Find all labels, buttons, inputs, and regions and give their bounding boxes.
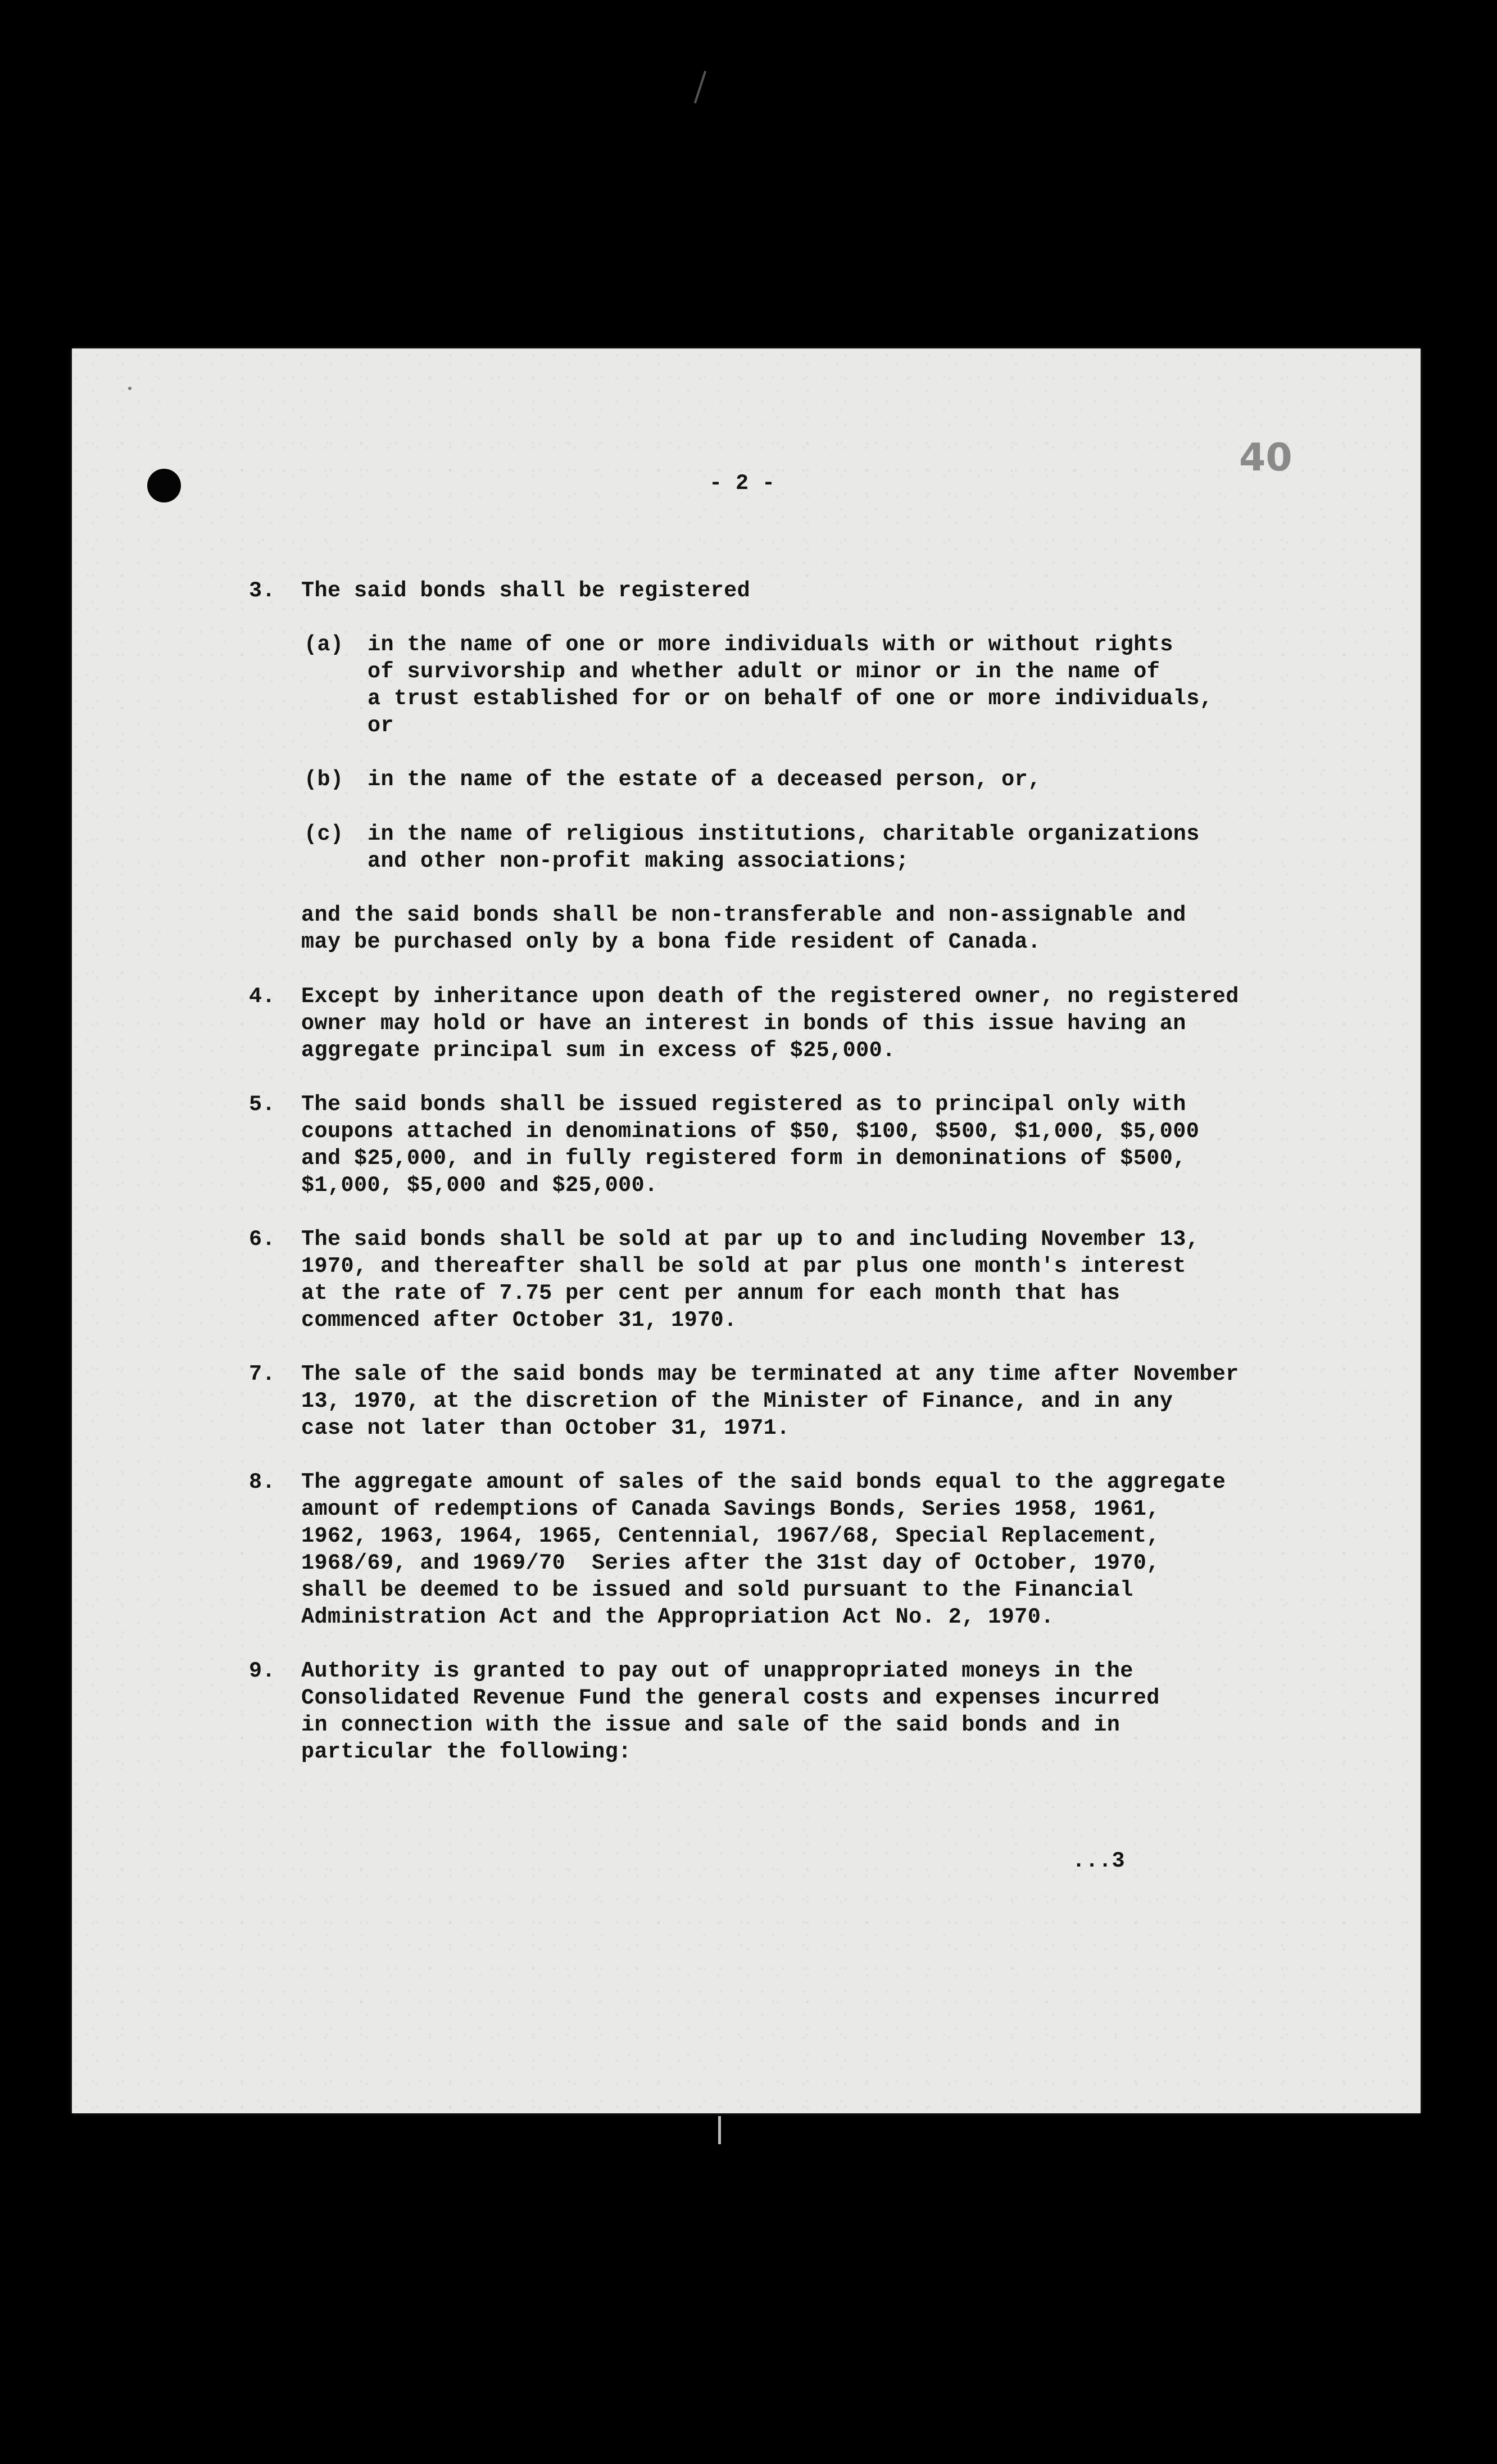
- para-4-line-2: owner may hold or have an interest in bonds of this issue having an: [301, 1011, 1186, 1036]
- para-5-line-1: The said bonds shall be issued registered as to principal only with: [301, 1092, 1186, 1117]
- para-4-line-3: aggregate principal sum in excess of $25,000.: [301, 1038, 896, 1063]
- para-6-line-3: at the rate of 7.75 per cent per annum for each month that has: [301, 1281, 1121, 1306]
- para-8-line-3: 1962, 1963, 1964, 1965, Centennial, 1967/68, Special Replacement,: [301, 1524, 1160, 1548]
- stamp-number: 40: [1239, 436, 1292, 480]
- para-7-line-1: The sale of the said bonds may be terminated at any time after November: [301, 1362, 1239, 1387]
- para-6-line-1: The said bonds shall be sold at par up to and including November 13,: [301, 1227, 1200, 1252]
- para-5-line-4: $1,000, $5,000 and $25,000.: [301, 1173, 658, 1198]
- para-7-number: 7.: [249, 1362, 276, 1387]
- para-3a-line-3: a trust established for or on behalf of one or more individuals,: [368, 686, 1213, 711]
- para-7-line-3: case not later than October 31, 1971.: [301, 1416, 790, 1441]
- para-8-line-5: shall be deemed to be issued and sold pursuant to the Financial: [301, 1578, 1133, 1602]
- para-5-line-3: and $25,000, and in fully registered form in demoninations of $500,: [301, 1146, 1186, 1171]
- para-3a-line-1: in the name of one or more individuals with or without rights: [368, 632, 1173, 657]
- para-6-number: 6.: [249, 1227, 276, 1252]
- para-3a-label: (a): [304, 632, 344, 657]
- para-3-tail-line-1: and the said bonds shall be non-transferable and non-assignable and: [301, 903, 1186, 927]
- para-9-number: 9.: [249, 1659, 276, 1683]
- para-3c-line-1: in the name of religious institutions, charitable organizations: [368, 822, 1200, 846]
- punch-hole: [147, 469, 181, 502]
- para-9-line-1: Authority is granted to pay out of unappropriated moneys in the: [301, 1659, 1133, 1683]
- para-8-line-4: 1968/69, and 1969/70 Series after the 31st day of October, 1970,: [301, 1551, 1160, 1575]
- para-5-line-2: coupons attached in denominations of $50, $100, $500, $1,000, $5,000: [301, 1119, 1200, 1144]
- continuation-marker: ...3: [1072, 1849, 1126, 1873]
- para-8-line-1: The aggregate amount of sales of the said bonds equal to the aggregate: [301, 1470, 1226, 1494]
- para-8-line-2: amount of redemptions of Canada Savings Bonds, Series 1958, 1961,: [301, 1497, 1160, 1521]
- para-3a-line-2: of survivorship and whether adult or minor or in the name of: [368, 659, 1160, 684]
- para-8-line-6: Administration Act and the Appropriation Act No. 2, 1970.: [301, 1605, 1054, 1629]
- para-3-text: The said bonds shall be registered: [301, 578, 751, 603]
- para-3c-line-2: and other non-profit making associations;: [368, 849, 909, 873]
- para-3a-line-4: or: [368, 713, 394, 738]
- para-9-line-2: Consolidated Revenue Fund the general costs and expenses incurred: [301, 1686, 1160, 1710]
- para-6-line-4: commenced after October 31, 1970.: [301, 1308, 737, 1333]
- para-3b-label: (b): [304, 767, 344, 792]
- para-4-line-1: Except by inheritance upon death of the registered owner, no registered: [301, 984, 1239, 1009]
- para-3b-text: in the name of the estate of a deceased person, or,: [368, 767, 1041, 792]
- para-4-number: 4.: [249, 984, 276, 1009]
- page-number: - 2 -: [709, 471, 775, 496]
- para-3-tail-line-2: may be purchased only by a bona fide resident of Canada.: [301, 930, 1041, 954]
- para-3c-label: (c): [304, 822, 344, 846]
- para-9-line-4: particular the following:: [301, 1740, 632, 1764]
- scan-speck: [128, 387, 131, 390]
- scan-mark: [694, 71, 706, 103]
- para-9-line-3: in connection with the issue and sale of the said bonds and in: [301, 1713, 1121, 1737]
- scan-mark: [718, 2116, 721, 2144]
- para-7-line-2: 13, 1970, at the discretion of the Minister of Finance, and in any: [301, 1389, 1173, 1414]
- para-5-number: 5.: [249, 1092, 276, 1117]
- para-6-line-2: 1970, and thereafter shall be sold at par plus one month's interest: [301, 1254, 1186, 1279]
- para-8-number: 8.: [249, 1470, 276, 1494]
- para-3-number: 3.: [249, 578, 276, 603]
